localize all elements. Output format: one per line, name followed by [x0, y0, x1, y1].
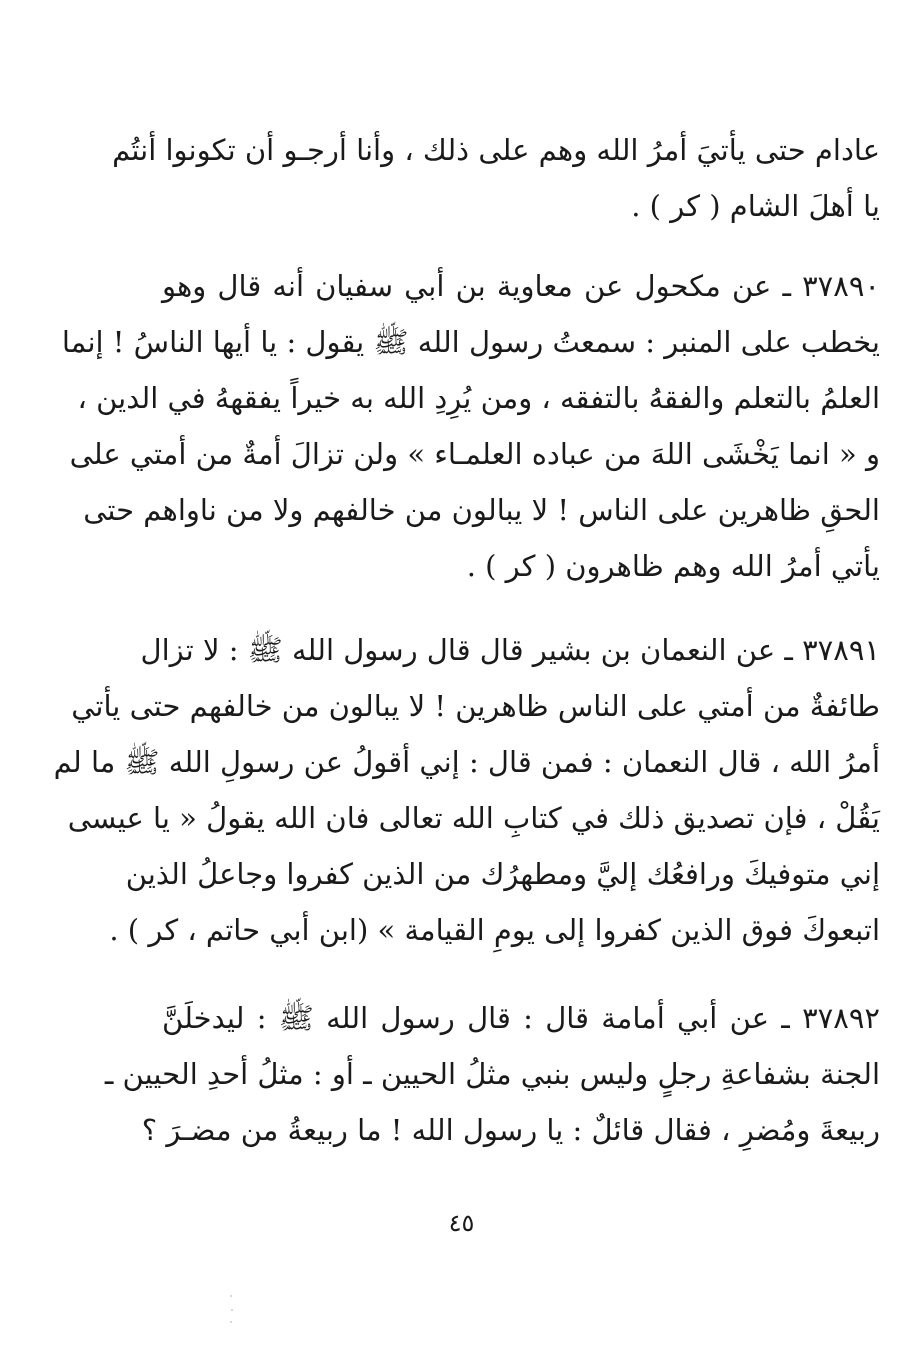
text-line: أمرُ الله ، قال النعمان : فمن قال : إني أقولُ عن رسولِ الله ﷺ ما لم: [53, 745, 880, 779]
scan-specks: [230, 1295, 234, 1325]
text-line: العلمُ بالتعلم والفقهُ بالتفقه ، ومن يُرِدِ الله به خيراً يفقههُ في الدين ،: [77, 381, 880, 415]
speck: [231, 1309, 233, 1311]
text-line: يأتي أمرُ الله وهم ظاهرون ( كر ) .: [466, 549, 880, 583]
page-number: ٤٥: [448, 1209, 475, 1237]
text-line: الحقِ ظاهرين على الناس ! لا يبالون من خالفهم ولا من ناواهم حتى: [83, 493, 880, 527]
hadith-37891: [53, 622, 880, 958]
hadith-37892: [104, 990, 880, 1158]
hadith-37890: [61, 258, 880, 594]
text-line: يَقُلْ ، فإن تصديق ذلك في كتابِ الله تعالى فان الله يقولُ « يا عيسى: [67, 801, 880, 835]
text-line: ٣٧٨٩٠ ـ عن مكحول عن معاوية بن أبي سفيان أنه قال وهو: [162, 269, 880, 303]
text-line: يا أهلَ الشام ( كر ) .: [631, 189, 880, 223]
text-line: طائفةٌ من أمتي على الناس ظاهرين ! لا يبالون من خالفهم حتى يأتي: [71, 689, 880, 723]
text-line: ربيعةَ ومُضرِ ، فقال قائلٌ : يا رسول الله ! ما ربيعةُ من مضـرَ ؟: [141, 1113, 880, 1147]
text-line: الجنة بشفاعةِ رجلٍ وليس بنبي مثلُ الحيين ـ أو : مثلُ أحدِ الحيين ـ: [104, 1057, 880, 1091]
speck: [230, 1295, 232, 1297]
text-line: يخطب على المنبر : سمعتُ رسول الله ﷺ يقول : يا أيها الناسُ ! إنما: [61, 325, 880, 359]
text-line: و « انما يَخْشَى اللهَ من عباده العلمـاء » ولن تزالَ أمةٌ من أمتي على: [69, 437, 880, 471]
text-line: عادام حتى يأتيَ أمرُ الله وهم على ذلك ، وأنا أرجـو أن تكونوا أنتُم: [112, 133, 880, 167]
text-line: ٣٧٨٩١ ـ عن النعمان بن بشير قال قال رسول الله ﷺ : لا تزال: [140, 633, 880, 667]
text-line: اتبعوكَ فوق الذين كفروا إلى يومِ القيامة » (ابن أبي حاتم ، كر ) .: [109, 913, 880, 947]
paragraph-continuation: [112, 122, 880, 234]
speck: [230, 1321, 232, 1323]
text-line: إني متوفيكَ ورافعُك إليَّ ومطهرُك من الذين كفروا وجاعلُ الذين: [125, 857, 880, 891]
text-line: ٣٧٨٩٢ ـ عن أبي أمامة قال : قال رسول الله ﷺ : ليدخلَنَّ: [162, 1001, 880, 1035]
